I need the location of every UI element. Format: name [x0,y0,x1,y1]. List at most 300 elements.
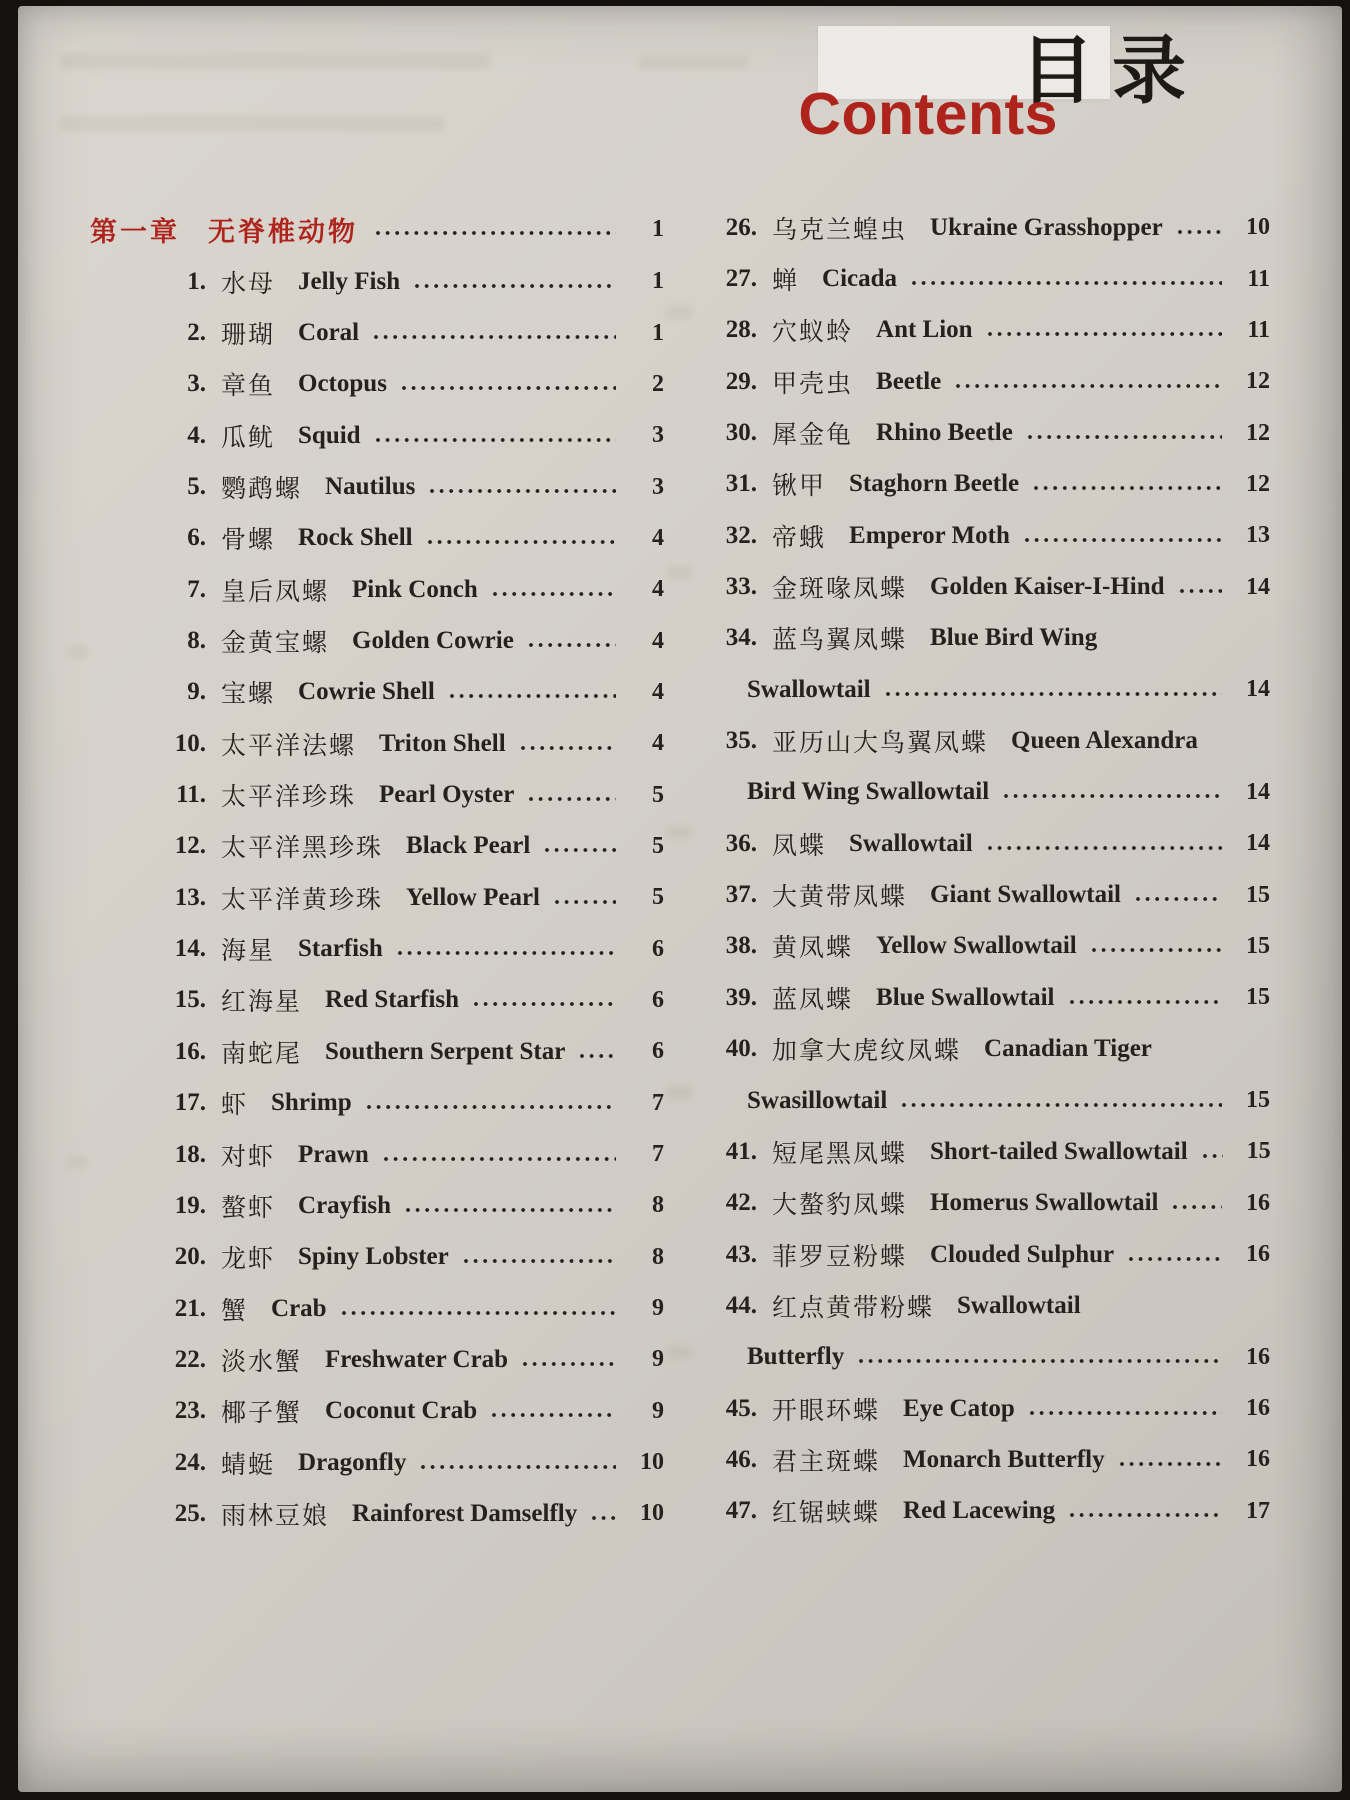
dot-leader [448,691,616,701]
entry-number: 6. [187,524,206,552]
entry-name-chinese: 凤蝶 [772,830,827,860]
entry-name-english: Shrimp [271,1089,352,1117]
entry-name-chinese: 金斑喙凤蝶 [772,574,908,604]
bleed-through-text [68,1156,88,1168]
entry-name-english-wrap: Swasillowtail [747,1086,888,1114]
dot-leader [374,228,616,238]
dot-leader [382,1154,616,1164]
toc-entry-continuation [685,767,1270,818]
entry-name-chinese: 红海星 [221,987,303,1017]
dot-leader [590,1513,616,1523]
entry-name-english: Swallowtail [849,829,973,857]
entry-name-chinese: 骨螺 [221,525,276,555]
toc-entry [90,1437,664,1488]
entry-page-number: 4 [652,524,664,551]
entry-name-chinese: 蓝鸟翼凤蝶 [772,625,908,655]
entry-number: 25. [174,1499,206,1527]
toc-entry [90,821,664,872]
entry-page-number: 6 [652,1038,664,1065]
toc-entry [685,715,1270,766]
entry-name-chinese: 亚历山大鸟翼凤蝶 [772,728,989,758]
dot-leader [413,281,616,291]
entry-page-number: 15 [1246,932,1270,959]
entry-name-chinese: 蓝凤蝶 [772,984,854,1014]
entry-name-chinese: 蟹 [221,1295,249,1325]
dot-leader [900,1100,1222,1110]
entry-page-number: 5 [652,781,664,808]
entry-name-english: Pink Conch [352,575,478,603]
toc-list-left [90,256,664,1540]
toc-entry [90,1078,664,1129]
entry-page-number: 10 [640,1449,664,1476]
entry-number: 27. [725,265,757,293]
entry-name-english: Jelly Fish [298,267,401,295]
entry-name-chinese: 大黄带凤蝶 [772,882,908,912]
entry-number: 29. [725,367,757,395]
entry-name-english: Black Pearl [406,832,531,860]
entry-name-chinese: 珊瑚 [221,320,276,350]
entry-name-english: Starfish [298,935,383,963]
dot-leader [986,329,1222,339]
entry-page-number: 7 [652,1141,664,1168]
toc-entry [90,513,664,564]
dot-leader [1028,1408,1222,1418]
dot-leader [527,794,616,804]
entry-name-english: Octopus [298,370,387,398]
dot-leader [543,845,616,855]
toc-entry [90,872,664,923]
entry-number: 35. [725,727,757,755]
entry-page-number: 16 [1246,1343,1270,1370]
entry-number: 10. [174,729,206,757]
entry-number: 24. [174,1448,206,1476]
entry-number: 20. [174,1243,206,1271]
entry-name-chinese: 海星 [221,936,276,966]
entry-name-english: Golden Cowrie [352,627,514,655]
toc-entry [90,256,664,307]
toc-entry [685,356,1270,407]
dot-leader [1068,1510,1222,1520]
entry-name-english: Crayfish [298,1191,392,1219]
page-title-english: Contents [798,81,1058,147]
entry-page-number: 8 [652,1243,664,1270]
entry-page-number: 9 [652,1346,664,1373]
entry-page-number: 9 [652,1295,664,1322]
entry-number: 46. [725,1445,757,1473]
dot-leader [428,486,616,496]
entry-name-chinese: 太平洋珍珠 [221,782,357,812]
entry-number: 23. [174,1397,206,1425]
dot-leader [1171,1202,1222,1212]
entry-number: 15. [174,986,206,1014]
entry-number: 21. [174,1294,206,1322]
entry-page-number: 4 [652,730,664,757]
dot-leader [1068,997,1222,1007]
dot-leader [462,1256,616,1266]
dot-leader [521,1359,616,1369]
dot-leader [372,332,616,342]
entry-name-chinese: 皇后凤螺 [221,576,330,606]
entry-name-english: Giant Swallowtail [930,881,1122,909]
toc-entry [685,459,1270,510]
entry-name-chinese: 太平洋黄珍珠 [221,884,384,914]
entry-name-chinese: 蝉 [772,266,800,296]
entry-number: 43. [725,1240,757,1268]
toc-entry [90,359,664,410]
entry-number: 8. [187,627,206,655]
entry-number: 32. [725,521,757,549]
toc-entry [90,1334,664,1385]
entry-name-english: Triton Shell [379,729,506,757]
entry-name-chinese: 螯虾 [221,1192,276,1222]
entry-page-number: 10 [640,1500,664,1527]
toc-list-right [685,202,1270,1537]
entry-name-chinese: 开眼环蝶 [772,1395,881,1425]
chapter-number: 第一章 [90,216,180,247]
toc-column-left [90,202,664,1540]
entry-number: 44. [725,1291,757,1319]
entry-name-english: Golden Kaiser-I-Hind [930,573,1165,601]
toc-entry [685,972,1270,1023]
entry-name-english: Squid [298,421,361,449]
entry-number: 22. [174,1345,206,1373]
toc-entry [90,461,664,512]
entry-name-chinese: 菲罗豆粉蝶 [772,1241,908,1271]
entry-number: 11. [176,781,206,809]
entry-name-chinese: 宝螺 [221,679,276,709]
entry-number: 1. [187,267,206,295]
entry-name-chinese: 龙虾 [221,1244,276,1274]
entry-name-chinese: 黄凤蝶 [772,933,854,963]
dot-leader [954,381,1222,391]
toc-entry [685,1434,1270,1485]
entry-name-english: Pearl Oyster [379,781,515,809]
entry-name-english: Beetle [876,367,942,395]
entry-name-chinese: 对虾 [221,1141,276,1171]
entry-page-number: 1 [652,319,664,346]
entry-page-number: 15 [1246,1087,1270,1114]
dot-leader [404,1205,616,1215]
entry-name-english: Freshwater Crab [325,1345,509,1373]
entry-page-number: 14 [1246,573,1270,600]
entry-number: 4. [187,421,206,449]
entry-number: 40. [725,1035,757,1063]
dot-leader [527,640,616,650]
toc-entry [90,410,664,461]
chapter-title: 无脊椎动物 [208,216,358,247]
entry-page-number: 14 [1246,676,1270,703]
entry-name-chinese: 穴蚁蛉 [772,317,854,347]
toc-entry [685,305,1270,356]
entry-number: 39. [725,983,757,1011]
entry-name-english: Cowrie Shell [298,678,435,706]
entry-page-number: 5 [652,832,664,859]
entry-number: 45. [725,1394,757,1422]
entry-number: 7. [187,575,206,603]
entry-number: 41. [725,1137,757,1165]
entry-name-english: Emperor Moth [849,521,1010,549]
entry-name-chinese: 太平洋法螺 [221,730,357,760]
entry-page-number: 4 [652,627,664,654]
dot-leader [491,589,616,599]
entry-number: 42. [725,1189,757,1217]
entry-page-number: 4 [652,678,664,705]
toc-entry [90,1232,664,1283]
entry-number: 31. [725,470,757,498]
toc-entry [685,561,1270,612]
entry-name-chinese: 大螯豹凤蝶 [772,1190,908,1220]
entry-number: 16. [174,1037,206,1065]
toc-entry [90,975,664,1026]
entry-name-english: Blue Bird Wing [930,624,1098,652]
entry-name-chinese: 蜻蜓 [221,1449,276,1479]
entry-name-english: Nautilus [325,473,416,501]
entry-page-number: 9 [652,1397,664,1424]
entry-name-english: Rock Shell [298,524,413,552]
bleed-through-text [68,646,88,658]
entry-name-english: Ant Lion [876,316,973,344]
entry-name-chinese: 椰子蟹 [221,1398,303,1428]
dot-leader [1090,945,1222,955]
entry-number: 36. [725,829,757,857]
dot-leader [1118,1459,1222,1469]
entry-page-number: 16 [1246,1395,1270,1422]
dot-leader [578,1051,616,1061]
entry-page-number: 12 [1246,368,1270,395]
entry-name-chinese: 君主斑蝶 [772,1446,881,1476]
entry-page-number: 1 [652,268,664,295]
entry-page-number: 15 [1246,1138,1271,1165]
toc-column-right [685,202,1270,1537]
entry-page-number: 12 [1246,470,1270,497]
toc-entry-continuation [685,1332,1270,1383]
entry-name-english: Clouded Sulphur [930,1240,1115,1268]
entry-page-number: 4 [652,576,664,603]
dot-leader [1026,432,1222,442]
toc-entry [685,1126,1270,1177]
entry-name-english: Queen Alexandra [1011,727,1198,755]
entry-name-english: Spiny Lobster [298,1243,449,1271]
entry-name-english-wrap: Bird Wing Swallowtail [747,778,990,806]
toc-entry [685,921,1270,972]
entry-name-chinese: 瓜鱿 [221,422,276,452]
dot-leader [1032,483,1222,493]
entry-page-number: 7 [652,1089,664,1116]
entry-page-number: 2 [652,370,664,397]
dot-leader [365,1102,616,1112]
entry-page-number: 11 [1247,316,1270,343]
entry-number: 14. [174,935,206,963]
toc-entry [90,564,664,615]
entry-number: 9. [187,678,206,706]
entry-name-english: Red Lacewing [903,1497,1056,1525]
entry-number: 28. [725,316,757,344]
entry-number: 19. [174,1191,206,1219]
entry-name-chinese: 南蛇尾 [221,1038,303,1068]
dot-leader [1176,227,1222,237]
toc-entry [90,923,664,974]
entry-name-english: Blue Swallowtail [876,983,1055,1011]
dot-leader [986,843,1222,853]
entry-name-chinese: 帝蛾 [772,522,827,552]
entry-name-english: Swallowtail [957,1291,1081,1319]
dot-leader [1002,791,1222,801]
toc-entry [685,1383,1270,1434]
entry-name-english: Red Starfish [325,986,460,1014]
entry-number: 5. [187,473,206,501]
dot-leader [396,948,616,958]
toc-entry [90,615,664,666]
toc-entry [685,510,1270,561]
toc-entry [90,1488,664,1539]
entry-number: 33. [725,573,757,601]
entry-page-number: 6 [652,935,664,962]
entry-number: 34. [725,624,757,652]
entry-page-number: 3 [652,422,664,449]
entry-name-chinese: 犀金龟 [772,420,854,450]
dot-leader [1023,535,1222,545]
bleed-through-text [60,54,490,69]
toc-entry [685,253,1270,304]
toc-entry [685,1024,1270,1075]
entry-name-english: Prawn [298,1140,369,1168]
entry-name-english: Coral [298,319,360,347]
toc-entry [90,1180,664,1231]
bleed-through-text [638,56,748,69]
dot-leader [1201,1151,1223,1161]
entry-number: 26. [725,213,757,241]
entry-page-number: 6 [652,986,664,1013]
entry-number: 18. [174,1140,206,1168]
dot-leader [857,1356,1222,1366]
dot-leader [519,743,616,753]
dot-leader [400,383,616,393]
entry-name-chinese: 红点黄带粉蝶 [772,1292,935,1322]
entry-name-english: Rhino Beetle [876,419,1013,447]
dot-leader [1134,894,1222,904]
dot-leader [1178,586,1222,596]
entry-name-english: Yellow Swallowtail [876,932,1077,960]
toc-entry [685,1178,1270,1229]
toc-entry [90,667,664,718]
entry-page-number: 17 [1246,1497,1270,1524]
entry-number: 13. [174,883,206,911]
dot-leader [1127,1254,1222,1264]
entry-name-chinese: 红锯蛱蝶 [772,1498,881,1528]
entry-number: 17. [174,1089,206,1117]
dot-leader [340,1308,616,1318]
dot-leader [374,435,616,445]
entry-name-english: Short-tailed Swallowtail [930,1137,1188,1165]
bleed-through-text [60,116,445,131]
chapter-heading [90,202,664,256]
toc-entry [685,869,1270,920]
entry-name-english: Crab [271,1294,327,1322]
toc-entry [90,1386,664,1437]
toc-page [18,6,1342,1792]
entry-number: 12. [174,832,206,860]
dot-leader [884,689,1222,699]
dot-leader [910,278,1222,288]
entry-page-number: 16 [1246,1189,1270,1216]
dot-leader [426,537,616,547]
toc-entry [90,718,664,769]
entry-page-number: 14 [1246,778,1270,805]
entry-number: 2. [187,319,206,347]
toc-entry [685,1229,1270,1280]
entry-name-english: Eye Catop [903,1394,1015,1422]
entry-name-chinese: 甲壳虫 [772,368,854,398]
entry-name-english: Cicada [822,265,898,293]
toc-entry [90,1283,664,1334]
chapter-page-number: 1 [652,215,664,242]
entry-name-chinese: 太平洋黑珍珠 [221,833,384,863]
entry-name-chinese: 虾 [221,1090,249,1120]
entry-name-english: Southern Serpent Star [325,1037,566,1065]
dot-leader [553,897,616,907]
entry-name-english: Canadian Tiger [984,1035,1152,1063]
entry-page-number: 15 [1246,984,1270,1011]
entry-name-chinese: 水母 [221,268,276,298]
toc-entry [685,407,1270,458]
entry-name-english-wrap: Butterfly [747,1343,845,1371]
entry-page-number: 10 [1246,214,1270,241]
entry-name-english: Monarch Butterfly [903,1445,1105,1473]
entry-name-english-wrap: Swallowtail [747,675,871,703]
entry-name-chinese: 乌克兰蝗虫 [772,214,908,244]
entry-name-chinese: 短尾黑凤蝶 [772,1138,908,1168]
entry-number: 38. [725,932,757,960]
entry-name-chinese: 淡水蟹 [221,1346,303,1376]
entry-name-english: Rainforest Damselfly [352,1499,578,1527]
entry-number: 30. [725,419,757,447]
toc-entry [90,1026,664,1077]
entry-page-number: 8 [652,1192,664,1219]
entry-name-english: Coconut Crab [325,1397,478,1425]
entry-name-chinese: 锹甲 [772,471,827,501]
toc-entry [90,307,664,358]
entry-page-number: 5 [652,884,664,911]
dot-leader [419,1462,616,1472]
toc-entry [685,1280,1270,1331]
toc-entry [685,202,1270,253]
entry-name-english: Yellow Pearl [406,883,540,911]
toc-entry [685,613,1270,664]
entry-name-chinese: 鹦鹉螺 [221,474,303,504]
entry-number: 3. [187,370,206,398]
toc-entry [90,1129,664,1180]
entry-name-english: Staghorn Beetle [849,470,1020,498]
entry-name-chinese: 金黄宝螺 [221,628,330,658]
dot-leader [490,1410,616,1420]
entry-name-english: Dragonfly [298,1448,407,1476]
entry-page-number: 15 [1246,881,1270,908]
entry-name-chinese: 章鱼 [221,371,276,401]
entry-name-chinese: 加拿大虎纹凤蝶 [772,1036,962,1066]
dot-leader [472,999,616,1009]
toc-entry [90,769,664,820]
entry-page-number: 16 [1246,1446,1270,1473]
entry-page-number: 14 [1246,830,1270,857]
entry-name-english: Homerus Swallowtail [930,1189,1159,1217]
entry-page-number: 12 [1246,419,1270,446]
entry-page-number: 3 [652,473,664,500]
toc-entry-continuation [685,664,1270,715]
entry-number: 47. [725,1497,757,1525]
toc-entry-continuation [685,1075,1270,1126]
toc-entry [685,1486,1270,1537]
toc-entry [685,818,1270,869]
